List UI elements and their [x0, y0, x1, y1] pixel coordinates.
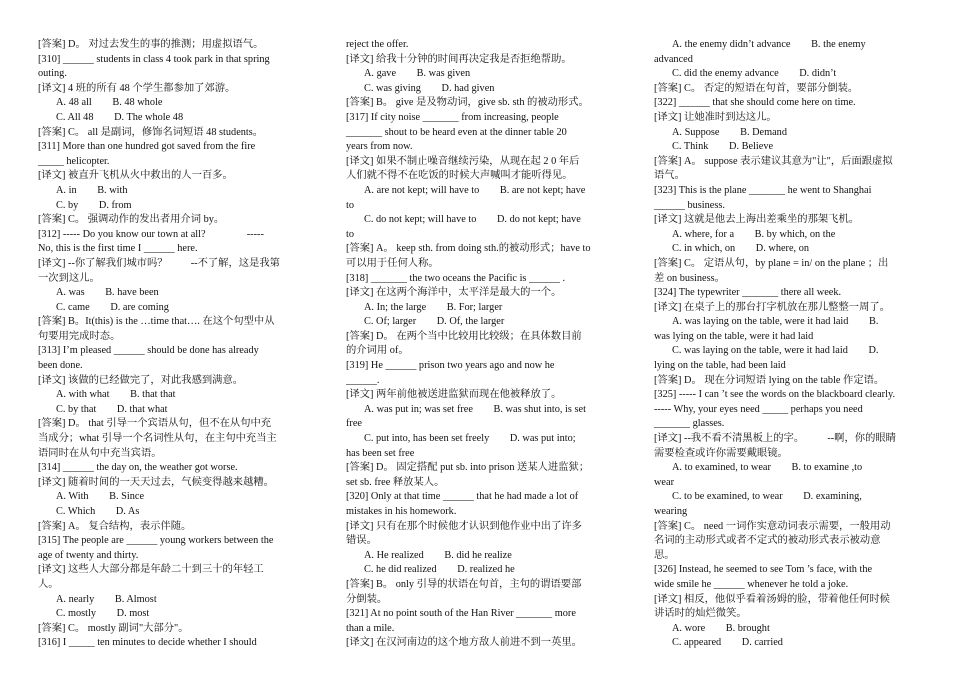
text-column-right — [654, 38, 938, 651]
answer-option-line: C. by D. from — [56, 199, 132, 211]
text-line: outing. — [38, 68, 67, 80]
text-line: [311] More than one hundred got saved from the fire — [38, 141, 256, 153]
answer-option-line: C. mostly D. most — [56, 608, 150, 620]
text-line: [译文] 这就是他去上海出差乘坐的那架飞机。 — [654, 214, 860, 226]
text-line: free — [346, 418, 362, 430]
text-line: [325] ----- I can ’t see the words on the blackboard clearly. — [654, 389, 896, 401]
answer-option-line: A. gave B. was given — [364, 68, 471, 80]
text-line: [323] This is the plane _______ he went to Shanghai — [654, 184, 872, 196]
text-line: 一次到这儿。 — [38, 272, 100, 284]
text-line: lying on the table, had been laid — [654, 360, 786, 372]
answer-option-line: A. wore B. brought — [672, 622, 770, 634]
text-line: [答案] D。 对过去发生的事的推测；用虚拟语气。 — [38, 39, 264, 50]
text-line: 需要检查或许你需要戴眼镜。 — [654, 447, 788, 459]
text-line: [答案] B。 only 引导的状语在句首，主句的谓语要部 — [346, 578, 582, 590]
text-line: [译文] 在汉河南边的这个地方敌人前进不到一英里。 — [346, 637, 582, 649]
text-line: [译文] 两年前他被送进监狱而现在他被释放了。 — [346, 389, 562, 401]
text-line: [答案] B。 give 是及物动词，give sb. sth 的被动形式。 — [346, 97, 589, 109]
text-line: [答案] C。 need 一词作实意动词表示需要，一般用动 — [654, 520, 891, 532]
text-line: ______. — [346, 374, 380, 386]
text-line: wearing — [654, 506, 688, 517]
answer-option-line: C. All 48 D. The whole 48 — [56, 111, 184, 123]
answer-option-line: A. where, for a B. by which, on the — [672, 228, 836, 240]
answer-option-line: A. with what B. that that — [56, 389, 176, 401]
text-line: to — [346, 199, 355, 211]
text-line: _______ glasses. — [654, 418, 725, 430]
answer-option-line: C. put into, has been set freely D. was put into; — [364, 433, 576, 445]
text-line: has been set free — [346, 447, 415, 459]
text-line: advanced — [654, 53, 693, 65]
text-line: [318] _______ the two oceans the Pacific is ______ . — [346, 272, 566, 284]
text-line: [答案] C。 否定的短语在句首，要部分倒装。 — [654, 82, 859, 94]
text-line: [译文] 在桌子上的那台打字机放在那儿整整一周了。 — [654, 301, 890, 313]
answer-option-line: C. by that D. that what — [56, 403, 168, 415]
text-line: 分倒装。 — [346, 593, 388, 605]
text-line: [315] The people are ______ young workers between the — [38, 535, 274, 547]
text-line: 人。 — [38, 578, 59, 590]
answer-option-line: A. He realized B. did he realize — [364, 549, 512, 561]
text-line: [答案] B。It(this) is the …time that…. 在这个句型中从 — [38, 316, 275, 328]
answer-option-line: A. 48 all B. 48 whole — [56, 97, 163, 109]
text-line: [答案] C。 mostly 副词"大部分"。 — [38, 622, 189, 634]
text-line: 语气。 — [654, 170, 685, 182]
answer-option-line: C. came D. are coming — [56, 301, 169, 313]
text-line: [317] If city noise _______ from increasing, people — [346, 111, 559, 123]
answer-option-line: C. in which, on D. where, on — [672, 243, 809, 255]
text-line: years from now. — [346, 141, 413, 153]
text-line: been done. — [38, 360, 83, 372]
answer-option-line: A. in B. with — [56, 184, 128, 196]
answer-option-line: A. In; the large B. For; larger — [364, 301, 503, 313]
text-line: [310] ______ students in class 4 took park in that spring — [38, 53, 270, 65]
answer-option-line: A. was laying on the table, were it had laid B. — [672, 316, 879, 328]
text-line: [322] ______ that she should come here on time. — [654, 97, 856, 109]
text-line: [译文] 如果不制止噪音继续污染，从现在起 2 0 年后 — [346, 155, 580, 167]
text-line: [答案] A。 keep sth. from doing sth.的被动形式；have to — [346, 243, 591, 255]
text-line: [译文] --你了解我们城市吗？ --不了解，这是我第 — [38, 257, 280, 269]
text-line: [译文] --我不看不清黑板上的字。 --啊，你的眼睛 — [654, 433, 896, 445]
text-line: [314] ______ the day on, the weather got worse. — [38, 462, 238, 474]
text-line: [答案] C。 定语从句，by plane = in/ on the plane ；出 — [654, 257, 889, 269]
text-line: [译文] 只有在那个时候他才认识到他作业中出了许多 — [346, 520, 582, 532]
answer-option-line: C. he did realized D. realized he — [364, 564, 515, 576]
text-line: set sb. free 释放某人。 — [346, 476, 445, 488]
answer-option-line: C. Which D. As — [56, 506, 140, 517]
answer-option-line: A. was B. have been — [56, 287, 159, 299]
text-line: [译文] 该做的已经做完了，对此我感到满意。 — [38, 374, 244, 386]
text-line: [答案] D。 that 引导一个宾语从句，但不在从句中充 — [38, 418, 272, 430]
answer-option-line: A. are not kept; will have to B. are not kept; have — [364, 184, 586, 196]
text-line: 的介词用 of。 — [346, 345, 409, 357]
text-line: [答案] D。 现在分词短语 lying on the table 作定语。 — [654, 374, 885, 386]
answer-option-line: C. to be examined, to wear D. examining, — [672, 491, 862, 503]
text-line: [译文] 这些人大部分都是年龄二十到三十的年轻工 — [38, 564, 264, 576]
text-column-left — [38, 38, 318, 651]
answer-option-line: C. appeared D. carried — [672, 637, 783, 649]
text-line: to — [346, 228, 355, 240]
text-line: [译文] 在这两个海洋中，太平洋是最大的一个。 — [346, 287, 562, 299]
text-column-middle — [346, 38, 628, 651]
text-line: 语同时在从句中充当宾语。 — [38, 447, 162, 459]
answer-option-line: A. the enemy didn’t advance B. the enemy — [672, 39, 866, 50]
text-line: wide smile he ______ whenever he told a joke. — [654, 578, 849, 590]
text-line: [324] The typewriter _______ there all week. — [654, 287, 842, 299]
text-line: ----- Why, your eyes need _____ perhaps you need — [654, 403, 863, 415]
text-line: [答案] C。 强调动作的发出者用介词 by。 — [38, 214, 225, 226]
text-line: _____ helicopter. — [38, 155, 110, 167]
text-line: age of twenty and thirty. — [38, 549, 139, 561]
text-line: was lying on the table, were it had laid — [654, 330, 814, 342]
text-line: No, this is the first time I ______ here. — [38, 243, 198, 255]
text-line: ______ business. — [654, 199, 725, 211]
answer-option-line: A. With B. Since — [56, 491, 145, 503]
text-line: [答案] A。 suppose 表示建议其意为"让"，后面跟虚拟 — [654, 155, 893, 167]
text-line: [译文] 给我十分钟的时间再决定我是否拒绝帮助。 — [346, 53, 572, 65]
text-line: 人们就不得不在吃饭的时候大声喊叫才能听得见。 — [346, 170, 573, 182]
text-line: [321] At no point south of the Han River _______ more — [346, 608, 576, 620]
text-line: [译文] 4 班的所有 48 个学生都参加了郊游。 — [38, 82, 236, 94]
text-line: [313] I’m pleased ______ should be done has already — [38, 345, 259, 357]
answer-option-line: A. nearly B. Almost — [56, 593, 157, 605]
text-line: [319] He ______ prison two years ago and now he — [346, 360, 555, 372]
answer-option-line: C. was laying on the table, were it had laid D. — [672, 345, 879, 357]
text-line: [译文] 相反，他似乎看着汤姆的脸，带着他任何时候 — [654, 593, 890, 605]
text-line: _______ shout to be heard even at the dinner table 20 — [346, 126, 567, 138]
text-line: [译文] 随着时间的一天天过去，气候变得越来越糟。 — [38, 476, 274, 488]
text-line: 当成分；what 引导一个名词性从句，在主句中充当主 — [38, 433, 277, 445]
text-line: [答案] D。 固定搭配 put sb. into prison 送某人进监狱； — [346, 462, 590, 474]
answer-option-line: C. Think D. Believe — [672, 141, 774, 153]
text-line: wear — [654, 476, 675, 488]
text-line: 错误。 — [346, 535, 377, 547]
answer-option-line: C. Of; larger D. Of, the larger — [364, 316, 505, 328]
text-line: [答案] C。 all 是副词，修饰名词短语 48 students。 — [38, 126, 264, 138]
answer-option-line: A. to examined, to wear B. to examine ,to — [672, 462, 863, 474]
text-line: 可以用于任何人称。 — [346, 257, 439, 269]
text-line: [316] I _____ ten minutes to decide whether I should — [38, 637, 257, 649]
answer-option-line: C. did the enemy advance D. didn’t — [672, 68, 837, 80]
text-line: [320] Only at that time ______ that he had made a lot of — [346, 491, 579, 503]
text-line: than a mile. — [346, 622, 395, 634]
text-line: 句要用完成时态。 — [38, 330, 121, 342]
text-line: [答案] A。 复合结构，表示伴随。 — [38, 520, 192, 532]
text-line: [312] ----- Do you know our town at all? ----- — [38, 228, 264, 240]
text-line: [326] Instead, he seemed to see Tom ’s face, with the — [654, 564, 873, 576]
answer-option-line: A. Suppose B. Demand — [672, 126, 787, 138]
answer-option-line: C. was giving D. had given — [364, 82, 495, 94]
answer-option-line: A. was put in; was set free B. was shut into, is set — [364, 403, 586, 415]
text-line: 思。 — [654, 549, 675, 561]
text-line: mistakes in his homework. — [346, 506, 457, 517]
text-line: reject the offer. — [346, 39, 409, 50]
answer-option-line: C. do not kept; will have to D. do not kept; have — [364, 214, 581, 226]
text-line: [答案] D。 在两个当中比较用比较级；在具体数目前 — [346, 330, 582, 342]
text-line: 讲话时的灿烂微笑。 — [654, 608, 747, 620]
text-line: [译文] 让她准时到达这儿。 — [654, 111, 777, 123]
text-line: 差 on business。 — [654, 272, 725, 284]
text-line: 名词的主动形式或者不定式的被动形式表示被动意 — [654, 535, 881, 547]
text-line: [译文] 被直升飞机从火中救出的人一百多。 — [38, 170, 233, 182]
